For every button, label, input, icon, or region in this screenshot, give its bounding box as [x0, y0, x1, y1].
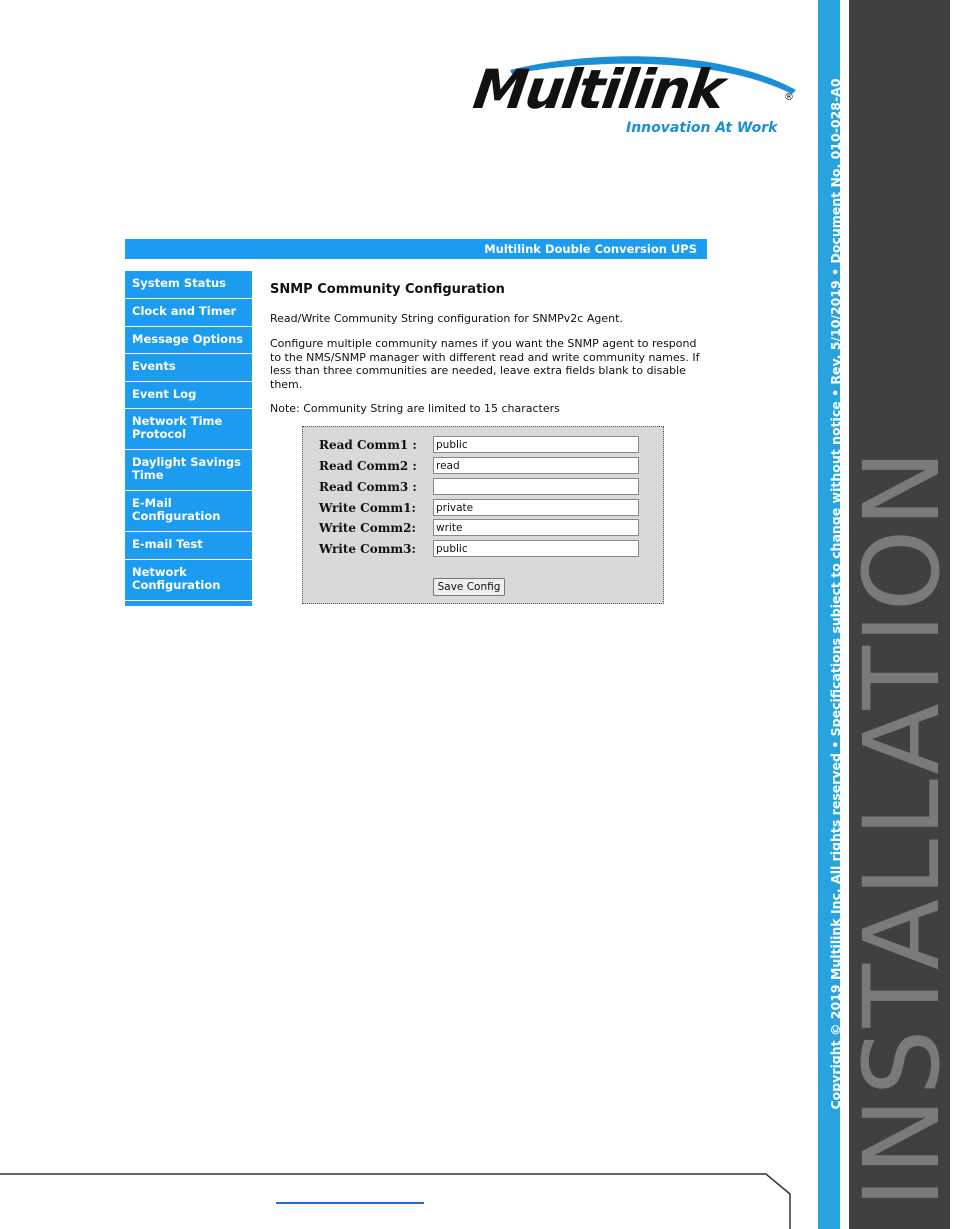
- footer-link-underline[interactable]: [276, 1202, 424, 1204]
- save-config-button[interactable]: Save Config: [433, 578, 505, 596]
- sidebar-nav: [125, 271, 252, 606]
- field-label: Read Comm3 :: [319, 480, 417, 494]
- community-form: [302, 426, 664, 604]
- nav-item-network-time-protocol[interactable]: Network Time Protocol: [125, 409, 252, 450]
- write-comm2-input[interactable]: [433, 519, 639, 536]
- write-comm3-input[interactable]: [433, 540, 639, 557]
- nav-item-network-configuration[interactable]: Network Configuration: [125, 560, 252, 601]
- nav-item-clock-and-timer[interactable]: Clock and Timer: [125, 299, 252, 327]
- note-text: Note: Community String are limited to 15 characters: [270, 402, 560, 415]
- form-row-write-comm3: [319, 540, 649, 558]
- nav-item-daylight-savings-time[interactable]: Daylight Savings Time: [125, 450, 252, 491]
- page-title: SNMP Community Configuration: [270, 282, 505, 297]
- nav-item-email-test[interactable]: E-mail Test: [125, 532, 252, 560]
- nav-item-system-status[interactable]: System Status: [125, 271, 252, 299]
- form-row-read-comm3: [319, 478, 649, 496]
- logo-wordmark: Multilink: [469, 58, 727, 121]
- section-title: INSTALLATION: [841, 447, 963, 1208]
- description-text: Configure multiple community names if you want the SNMP agent to respond to the NMS/SNMP manager with different read and write community names. If less than three communities are needed, leave extra fields blank to disable them.: [270, 337, 700, 391]
- nav-item-message-options[interactable]: Message Options: [125, 327, 252, 354]
- legal-notice: Copyright © 2019 Multilink Inc. All rights reserved • Specifications subject to change without notice • Rev. 5/10/2019 • Document No. 010-028-A0: [828, 78, 843, 1110]
- footer-rule: [0, 1168, 800, 1229]
- field-label: Write Comm3:: [319, 542, 416, 556]
- form-row-write-comm1: [319, 499, 649, 517]
- form-row-read-comm1: [319, 436, 649, 454]
- read-comm3-input[interactable]: [433, 478, 639, 495]
- nav-item-email-configuration[interactable]: E-Mail Configuration: [125, 491, 252, 532]
- field-label: Write Comm1:: [319, 501, 416, 515]
- multilink-logo: [470, 52, 810, 144]
- ui-header-bar: [125, 239, 707, 259]
- form-row-write-comm2: [319, 519, 649, 537]
- field-label: Read Comm2 :: [319, 459, 417, 473]
- logo-registered-mark: ®: [784, 92, 794, 103]
- nav-item-events[interactable]: Events: [125, 354, 252, 382]
- nav-item-event-log[interactable]: Event Log: [125, 382, 252, 409]
- field-label: Read Comm1 :: [319, 438, 417, 452]
- field-label: Write Comm2:: [319, 521, 416, 535]
- logo-tagline: Innovation At Work: [626, 120, 778, 136]
- read-comm1-input[interactable]: [433, 436, 639, 453]
- read-comm2-input[interactable]: [433, 457, 639, 474]
- form-row-read-comm2: [319, 457, 649, 475]
- ui-header-title: Multilink Double Conversion UPS: [484, 242, 697, 256]
- intro-text: Read/Write Community String configuration for SNMPv2c Agent.: [270, 312, 623, 325]
- write-comm1-input[interactable]: [433, 499, 639, 516]
